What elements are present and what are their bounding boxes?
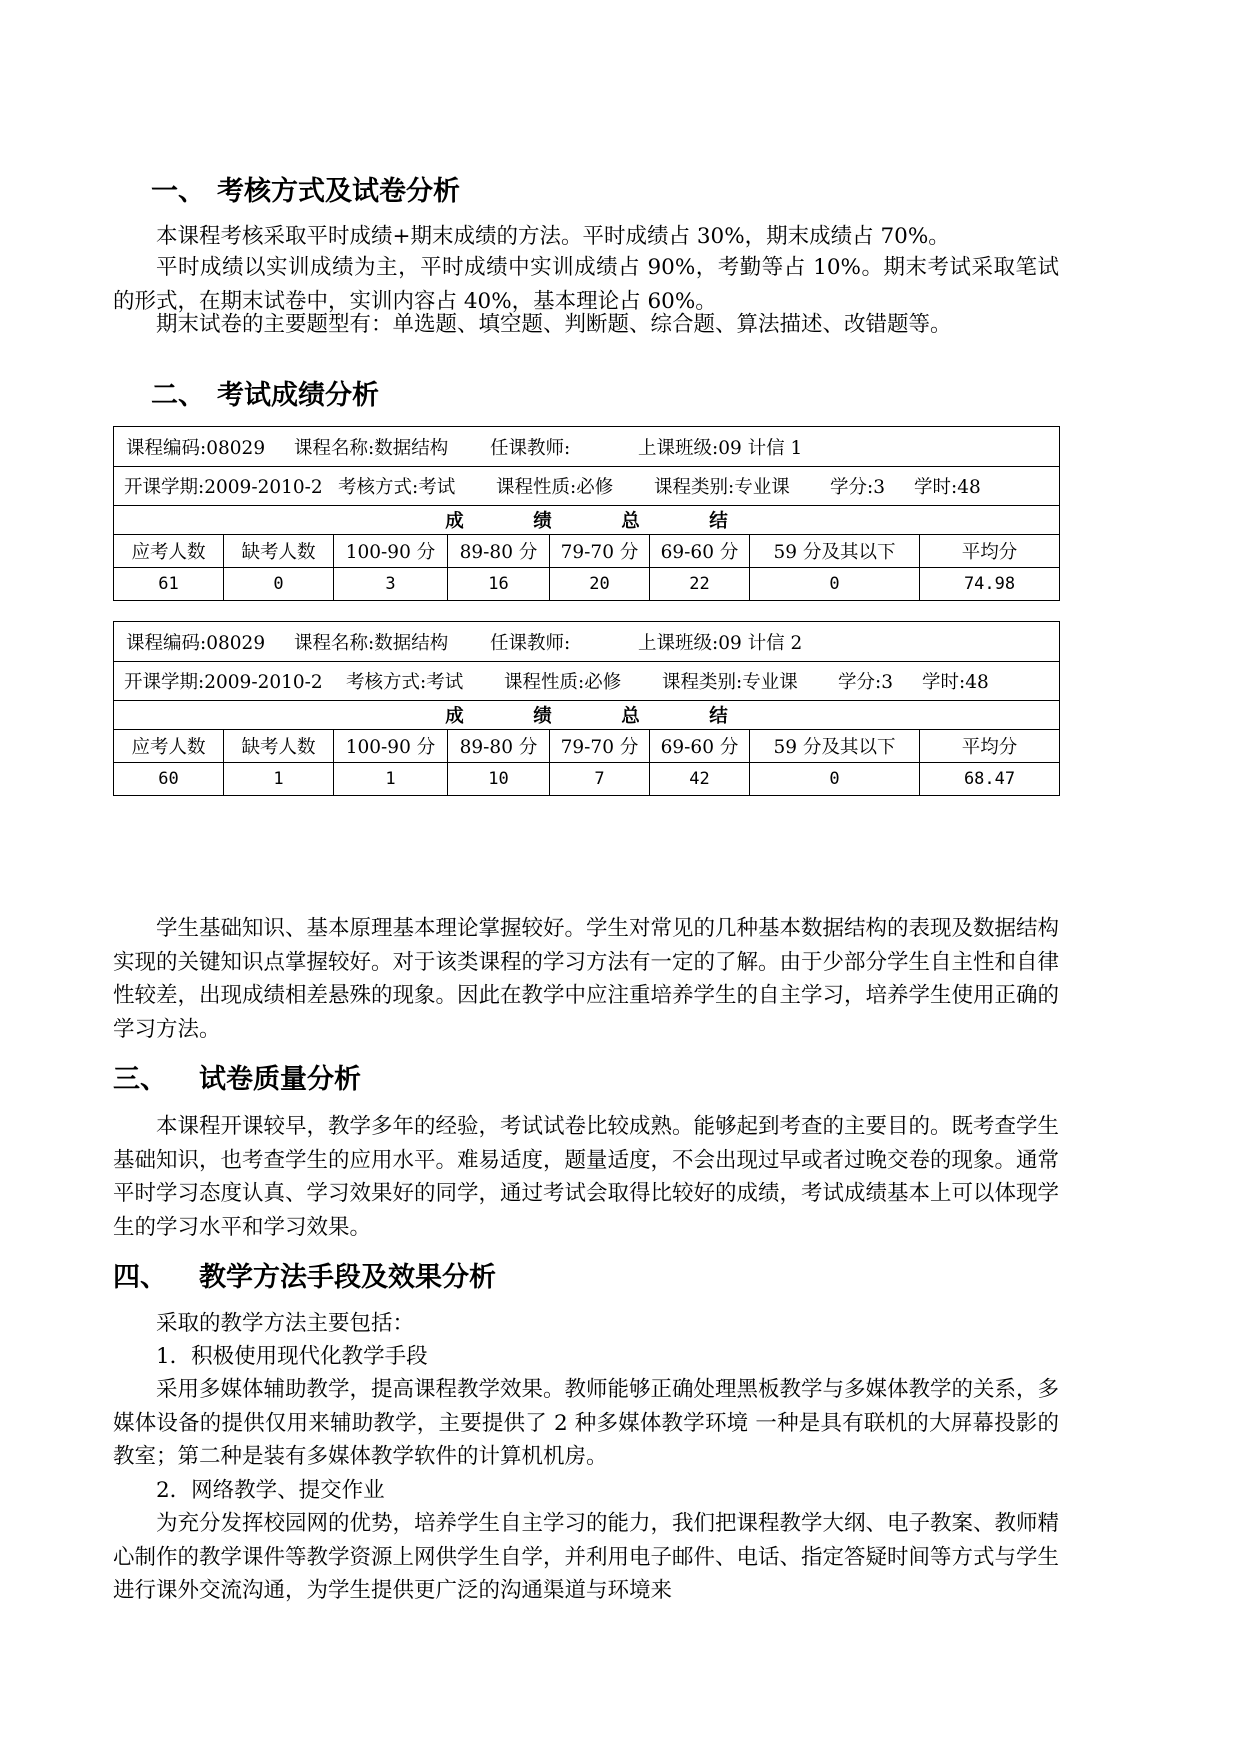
- cell-value: 68.47: [920, 763, 1060, 796]
- term: 开课学期:2009-2010-2: [124, 672, 323, 693]
- cell-value: 74.98: [920, 568, 1060, 601]
- score-table-1: [113, 426, 1060, 601]
- column-header: 59 分及其以下: [750, 730, 920, 763]
- column-header: 69-60 分: [650, 730, 750, 763]
- cell-value: 61: [114, 568, 224, 601]
- summary-char: 成: [445, 511, 464, 532]
- paragraph: 学生基础知识、基本原理基本理论掌握较好。学生对常见的几种基本数据结构的表现及数据结构实现的关键知识点掌握较好。对于该类课程的学习方法有一定的了解。由于少部分学生自主性和自律性较差，出现成绩相差悬殊的现象。因此在教学中应注重培养学生的自主学习，培养学生使用正确的学习方法。: [113, 916, 1060, 1042]
- table-info-row: [114, 662, 1060, 701]
- column-header: 89-80 分: [448, 535, 550, 568]
- column-header: 89-80 分: [448, 730, 550, 763]
- summary-char: 结: [709, 706, 728, 727]
- column-header: 79-70 分: [550, 535, 650, 568]
- summary-char: 绩: [533, 511, 552, 532]
- cell-value: 0: [750, 763, 920, 796]
- table-header-row: [114, 535, 1060, 568]
- table-value-row: [114, 568, 1060, 601]
- paragraph: 期末试卷的主要题型有：单选题、填空题、判断题、综合题、算法描述、改错题等。: [156, 312, 952, 337]
- course-nature: 课程性质:必修: [504, 672, 622, 693]
- section-title: 试卷质量分析: [199, 1064, 361, 1095]
- section-number: 三、: [113, 1064, 167, 1095]
- column-header: 79-70 分: [550, 730, 650, 763]
- column-header: 69-60 分: [650, 535, 750, 568]
- course-nature: 课程性质:必修: [496, 477, 614, 498]
- exam-method: 考核方式:考试: [346, 672, 464, 693]
- teacher: 任课教师:: [490, 437, 571, 459]
- table-info-row: [114, 467, 1060, 506]
- cell-value: 1: [334, 763, 448, 796]
- cell-value: 42: [650, 763, 750, 796]
- cell-value: 60: [114, 763, 224, 796]
- section-title: 考试成绩分析: [217, 380, 379, 411]
- section-number: 一、: [151, 176, 205, 207]
- paragraph: 本课程开课较早，教学多年的经验，考试试卷比较成熟。能够起到考查的主要目的。既考查学生基础知识，也考查学生的应用水平。难易适度，题量适度，不会出现过早或者过晚交卷的现象。通常平时学习态度认真、学习效果好的同学，通过考试会取得比较好的成绩，考试成绩基本上可以体现学生的学习水平和学习效果。: [113, 1114, 1060, 1240]
- cell-value: 16: [448, 568, 550, 601]
- paragraph: 为充分发挥校园网的优势，培养学生自主学习的能力，我们把课程教学大纲、电子教案、教师精心制作的教学课件等教学资源上网供学生自学，并利用电子邮件、电话、指定答疑时间等方式与学生进行课外交流沟通，为学生提供更广泛的沟通渠道与环境来: [113, 1511, 1060, 1604]
- summary-char: 总: [621, 511, 640, 532]
- summary-char: 成: [445, 706, 464, 727]
- column-header: 缺考人数: [224, 535, 334, 568]
- table-header-row: [114, 730, 1060, 763]
- course-name: 课程名称:数据结构: [294, 632, 449, 654]
- credit: 学分:3: [838, 672, 894, 693]
- table-info-row: [114, 622, 1060, 662]
- course-category: 课程类别:专业课: [662, 672, 798, 693]
- course-name: 课程名称:数据结构: [294, 437, 449, 459]
- cell-value: 22: [650, 568, 750, 601]
- table-info-row: [114, 427, 1060, 467]
- section-title: 考核方式及试卷分析: [217, 176, 460, 207]
- column-header: 缺考人数: [224, 730, 334, 763]
- column-header: 应考人数: [114, 535, 224, 568]
- teacher: 任课教师:: [490, 632, 571, 654]
- class-name: 上课班级:09 计信 2: [638, 632, 803, 654]
- score-table-2: [113, 621, 1060, 796]
- column-header: 100-90 分: [334, 535, 448, 568]
- credit: 学分:3: [830, 477, 886, 498]
- cell-value: 3: [334, 568, 448, 601]
- paragraph: 平时成绩以实训成绩为主，平时成绩中实训成绩占 90%，考勤等占 10%。期末考试采取笔试的形式，在期末试卷中，实训内容占 40%，基本理论占 60%。: [113, 255, 1059, 314]
- summary-row: [114, 701, 1060, 730]
- column-header: 100-90 分: [334, 730, 448, 763]
- term: 开课学期:2009-2010-2: [124, 477, 323, 498]
- list-item-title: 1．积极使用现代化教学手段: [156, 1344, 428, 1369]
- cell-value: 10: [448, 763, 550, 796]
- cell-value: 7: [550, 763, 650, 796]
- hours: 学时:48: [914, 477, 981, 498]
- column-header: 平均分: [920, 730, 1060, 763]
- summary-char: 结: [709, 511, 728, 532]
- course-category: 课程类别:专业课: [654, 477, 790, 498]
- section-heading-2: [151, 380, 379, 412]
- column-header: 应考人数: [114, 730, 224, 763]
- exam-method: 考核方式:考试: [338, 477, 456, 498]
- section-title: 教学方法手段及效果分析: [199, 1262, 496, 1293]
- summary-row: [114, 506, 1060, 535]
- paragraph: 采用多媒体辅助教学，提高课程教学效果。教师能够正确处理黑板教学与多媒体教学的关系，多媒体设备的提供仅用来辅助教学，主要提供了 2 种多媒体教学环境 一种是具有联机的大屏幕投影的教室；第二种是装有多媒体教学软件的计算机机房。: [113, 1377, 1060, 1470]
- summary-char: 总: [621, 706, 640, 727]
- list-item-title: 2．网络教学、提交作业: [156, 1478, 385, 1503]
- table-value-row: [114, 763, 1060, 796]
- hours: 学时:48: [922, 672, 989, 693]
- paragraph: 采取的教学方法主要包括：: [156, 1311, 415, 1336]
- cell-value: 0: [750, 568, 920, 601]
- class-name: 上课班级:09 计信 1: [638, 437, 803, 459]
- paragraph: 本课程考核采取平时成绩+期末成绩的方法。平时成绩占 30%，期末成绩占 70%。: [156, 224, 950, 249]
- column-header: 平均分: [920, 535, 1060, 568]
- cell-value: 1: [224, 763, 334, 796]
- section-heading-4: [113, 1262, 496, 1294]
- section-heading-1: [151, 176, 460, 208]
- section-number: 四、: [113, 1262, 167, 1293]
- course-code: 课程编码:08029: [126, 632, 266, 654]
- summary-char: 绩: [533, 706, 552, 727]
- section-heading-3: [113, 1064, 361, 1096]
- section-number: 二、: [151, 380, 205, 411]
- cell-value: 20: [550, 568, 650, 601]
- course-code: 课程编码:08029: [126, 437, 266, 459]
- cell-value: 0: [224, 568, 334, 601]
- column-header: 59 分及其以下: [750, 535, 920, 568]
